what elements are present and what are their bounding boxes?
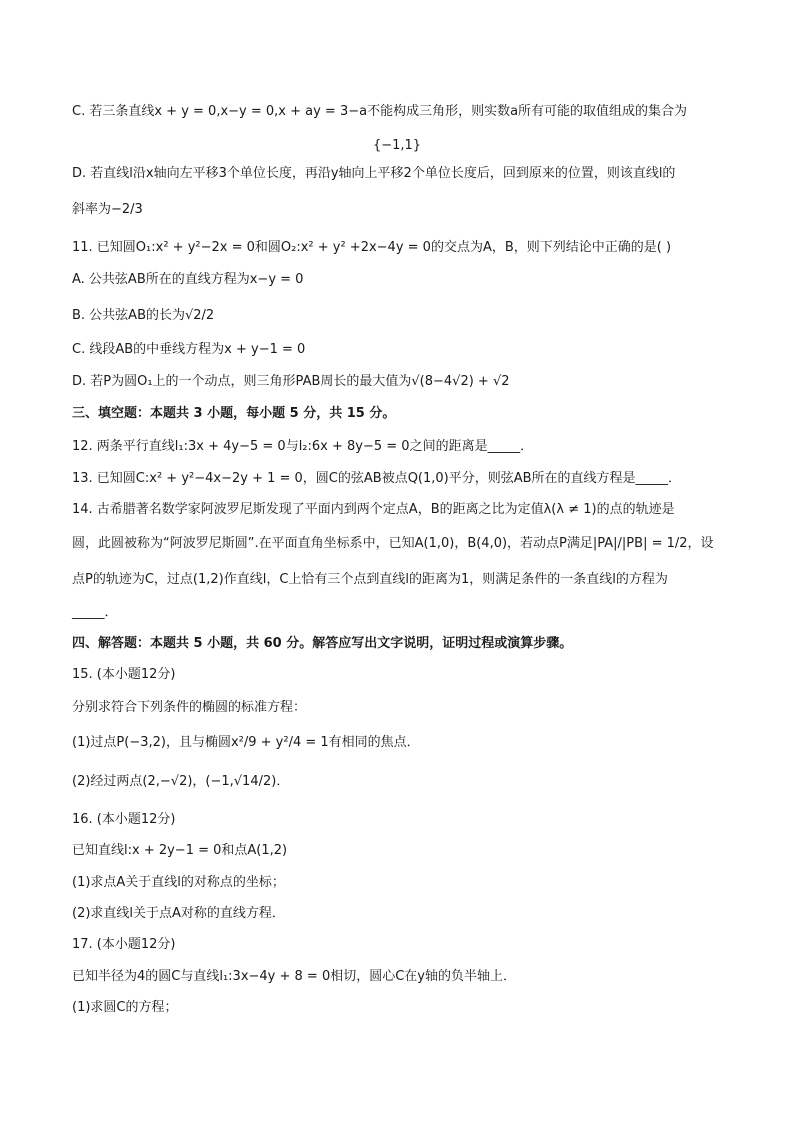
option-11d: D. 若P为圆O₁上的一个动点，则三角形PAB周长的最大值为√(8−4√2) + √2 xyxy=(72,374,510,389)
section-fill-in-heading: 三、填空题：本题共 3 小题，每小题 5 分，共 15 分。 xyxy=(72,406,396,421)
question-17-title: 17. (本小题12分) xyxy=(72,937,176,952)
question-15-part-1: (1)过点P(−3,2)，且与椭圆x²/9 + y²/4 = 1有相同的焦点． xyxy=(72,735,420,750)
question-14-blank: _____． xyxy=(72,605,118,620)
question-13: 13. 已知圆C:x² + y²−4x−2y + 1 = 0，圆C的弦AB被点Q(1,0)平分，则弦AB所在的直线方程是_____． xyxy=(72,471,682,486)
section-answer-heading: 四、解答题：本题共 5 小题，共 60 分。解答应写出文字说明，证明过程或演算步骤。 xyxy=(72,636,573,651)
question-14: 14. 古希腊著名数学家阿波罗尼斯发现了平面内到两个定点A，B的距离之比为定值λ(λ ≠ 1)的点的轨迹是 xyxy=(72,502,675,517)
question-14-line-3: 点P的轨迹为C，过点(1,2)作直线l，C上恰有三个点到直线l的距离为1，则满足条件的一条直线l的方程为 xyxy=(72,572,668,587)
question-17-part-1: (1)求圆C的方程； xyxy=(72,1000,178,1015)
option-11a: A. 公共弦AB所在的直线方程为x−y = 0 xyxy=(72,272,304,287)
option-11b: B. 公共弦AB的长为√2/2 xyxy=(72,308,215,323)
question-15-stem: 分别求符合下列条件的椭圆的标准方程： xyxy=(72,700,307,715)
question-16-stem: 已知直线l:x + 2y−1 = 0和点A(1,2) xyxy=(72,843,288,858)
question-15-part-2: (2)经过两点(2,−√2)，(−1,√14/2)． xyxy=(72,774,290,789)
option-10c-answer-set: {−1,1} xyxy=(372,138,422,153)
question-14-line-2: 圆，此圆被称为“阿波罗尼斯圆”.在平面直角坐标系中，已知A(1,0)，B(4,0)，若动点P满足|PA|/|PB| = 1/2，设 xyxy=(72,536,714,551)
question-17-stem: 已知半径为4的圆C与直线l₁:3x−4y + 8 = 0相切，圆心C在y轴的负半轴上． xyxy=(72,969,516,984)
question-16-part-1: (1)求点A关于直线l的对称点的坐标； xyxy=(72,875,285,890)
question-12: 12. 两条平行直线l₁:3x + 4y−5 = 0与l₂:6x + 8y−5 = 0之间的距离是_____． xyxy=(72,439,534,454)
question-15-title: 15. (本小题12分) xyxy=(72,667,176,682)
option-10c: C. 若三条直线x + y = 0,x−y = 0,x + ay = 3−a不能构成三角形，则实数a所有可能的取值组成的集合为 xyxy=(72,104,688,119)
option-10d-continued: 斜率为−2/3 xyxy=(72,202,143,217)
question-16-title: 16. (本小题12分) xyxy=(72,812,176,827)
question-16-part-2: (2)求直线l关于点A对称的直线方程． xyxy=(72,906,285,921)
option-11c: C. 线段AB的中垂线方程为x + y−1 = 0 xyxy=(72,342,306,357)
question-11: 11. 已知圆O₁:x² + y²−2x = 0和圆O₂:x² + y² +2x−4y = 0的交点为A，B，则下列结论中正确的是( ) xyxy=(72,240,672,255)
option-10d: D. 若直线l沿x轴向左平移3个单位长度，再沿y轴向上平移2个单位长度后，回到原来的位置，则该直线l的 xyxy=(72,166,676,181)
